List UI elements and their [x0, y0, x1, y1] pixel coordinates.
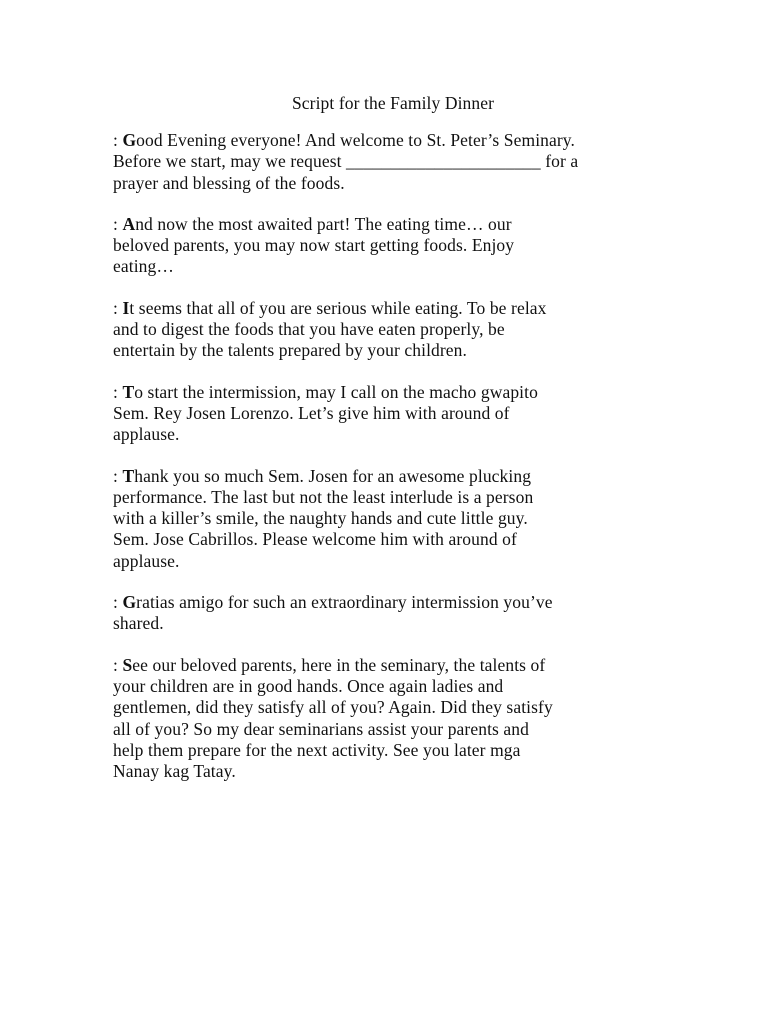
paragraph-initial: A	[122, 213, 136, 234]
paragraph-marker: :	[113, 297, 123, 318]
paragraph-initial: S	[122, 654, 133, 675]
paragraph-marker: :	[113, 654, 123, 675]
document-page	[113, 92, 673, 802]
paragraph-closing	[113, 655, 673, 783]
paragraph-initial: T	[122, 465, 135, 486]
paragraph-marker: :	[113, 592, 123, 613]
paragraph-intermission-start	[113, 382, 673, 446]
paragraph-text: ratias amigo for such an extraordinary intermission you’ve shared.	[113, 592, 553, 634]
paragraph-text: nd now the most awaited part! The eating time… our beloved parents, you may now start getting foods. Enjoy eating…	[113, 213, 515, 277]
paragraph-initial: G	[122, 130, 137, 150]
paragraph-eating-time	[113, 214, 673, 278]
paragraph-text: ood Evening everyone! And welcome to St. Peter’s Seminary. Before we start, may we request ______________________ for a prayer and blessing of the foods.	[113, 130, 579, 193]
paragraph-text: t seems that all of you are serious while eating. To be relax and to digest the foods that you have eaten properly, be entertain by the talents prepared by your children.	[113, 297, 547, 361]
paragraph-opening	[113, 130, 673, 194]
document-title: Script for the Family Dinner	[291, 93, 495, 113]
paragraph-marker: :	[113, 465, 123, 486]
paragraph-gratias	[113, 592, 673, 635]
paragraph-text: hank you so much Sem. Josen for an awesome plucking performance. The last but not the least interlude is a person with a killer’s smile, the naughty hands and cute little guy. Sem. Jose Cabrillos. Please welcome him with around of applause.	[113, 465, 534, 571]
paragraph-initial: I	[122, 297, 130, 318]
paragraph-text: o start the intermission, may I call on the macho gwapito Sem. Rey Josen Lorenzo. Let’s give him with around of applause.	[113, 381, 538, 445]
paragraph-text: ee our beloved parents, here in the seminary, the talents of your children are in good hands. Once again ladies and gentlemen, did they satisfy all of you? Again. Did they satisfy all of you? So my dear seminarians assist your parents and help them prepare for the next activity. See you later mga Nanay kag Tatay.	[113, 654, 553, 782]
paragraph-marker: :	[113, 381, 123, 402]
paragraph-thank-you	[113, 466, 673, 572]
paragraph-marker: :	[113, 213, 123, 234]
paragraph-initial: G	[122, 592, 137, 613]
paragraph-initial: T	[122, 381, 135, 402]
paragraph-marker: :	[113, 130, 123, 150]
paragraph-entertainment	[113, 298, 673, 362]
